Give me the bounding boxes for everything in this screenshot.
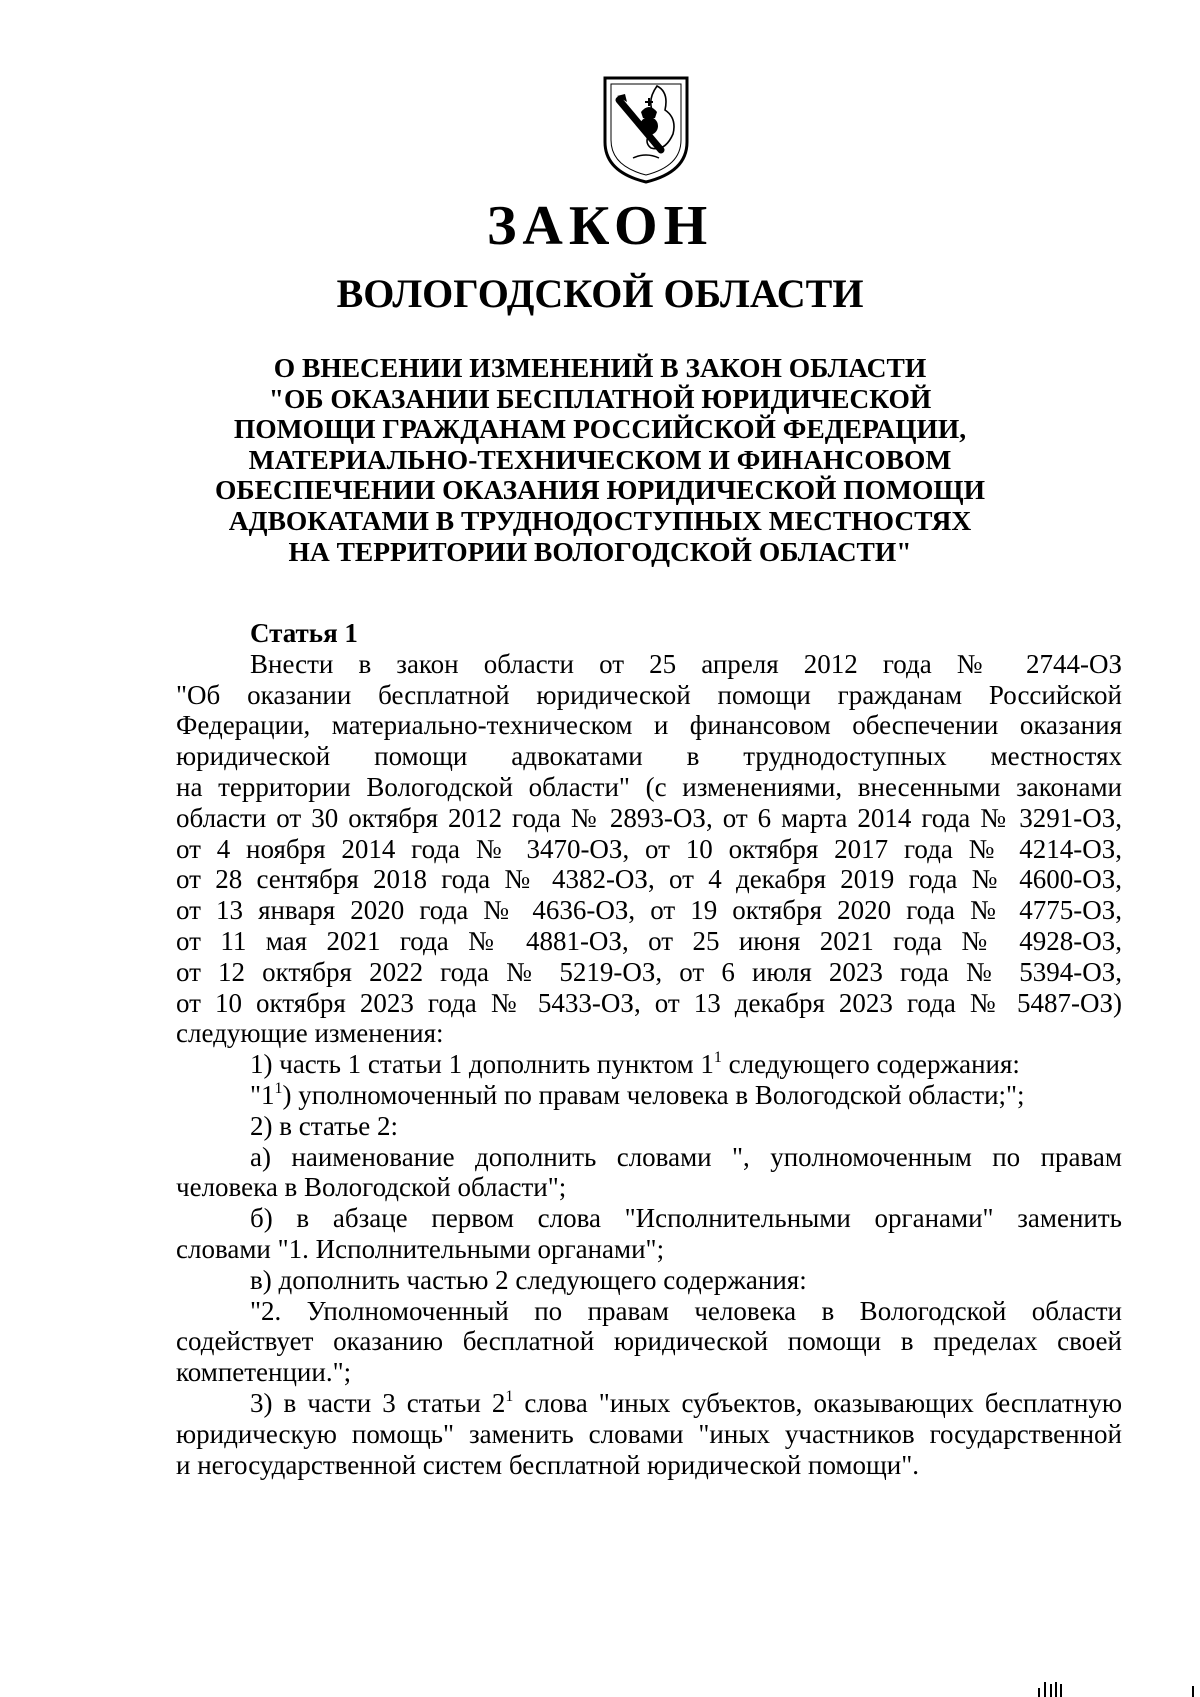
amendment-item-2c-quote-line: компетенции."; [176, 1357, 352, 1388]
intro-line: следующие изменения: [176, 1018, 444, 1049]
law-name-line: МАТЕРИАЛЬНО-ТЕХНИЧЕСКОМ И ФИНАНСОВОМ [248, 443, 952, 475]
scan-marks-decoration [1038, 1676, 1198, 1697]
amendment-item-1-quote [250, 1080, 1122, 1111]
superscript: 1 [274, 1079, 283, 1097]
amendment-item-3-line: юридическую помощь" заменить словами "иных участников государственной [176, 1418, 1122, 1449]
amendment-item-2c-quote-line: содействует оказанию бесплатной юридической помощи в пределах своей [176, 1326, 1122, 1357]
amendment-item-3-line: и негосударственной систем бесплатной юридической помощи". [176, 1449, 920, 1480]
law-name-line: "ОБ ОКАЗАНИИ БЕСПЛАТНОЙ ЮРИДИЧЕСКОЙ [268, 382, 932, 414]
item-text: 3) в части 3 статьи 2 [250, 1387, 506, 1418]
intro-line: от 13 января 2020 года № 4636-ОЗ, от 19 октября 2020 года № 4775-ОЗ, [176, 895, 1122, 926]
law-name-line: ПОМОЩИ ГРАЖДАНАМ РОССИЙСКОЙ ФЕДЕРАЦИИ, [233, 413, 967, 445]
intro-line: от 10 октября 2023 года № 5433-ОЗ, от 13 декабря 2023 года № 5487-ОЗ) [176, 987, 1122, 1018]
amendment-item-3 [250, 1388, 1122, 1419]
law-name-line: АДВОКАТАМИ В ТРУДНОДОСТУПНЫХ МЕСТНОСТЯХ [228, 504, 972, 536]
intro-line: Федерации, материально-техническом и финансовом обеспечении оказания [176, 710, 1122, 741]
intro-line: от 4 ноября 2014 года № 3470-ОЗ, от 10 октября 2017 года № 4214-ОЗ, [176, 833, 1122, 864]
intro-line: юридической помощи адвокатами в труднодоступных местностях [176, 741, 1122, 772]
amendment-item-2b-line: б) в абзаце первом слова "Исполнительными органами" заменить [250, 1203, 1122, 1234]
intro-line: от 28 сентября 2018 года № 4382-ОЗ, от 4 декабря 2019 года № 4600-ОЗ, [176, 864, 1122, 895]
intro-line: области от 30 октября 2012 года № 2893-ОЗ, от 6 марта 2014 года № 3291-ОЗ, [176, 802, 1122, 833]
intro-line: на территории Вологодской области" (с изменениями, внесенными законами [176, 771, 1122, 802]
document-subtitle: ВОЛОГОДСКОЙ ОБЛАСТИ [336, 271, 864, 316]
amendment-item-2a-line: а) наименование дополнить словами ", уполномоченным по правам [250, 1141, 1122, 1172]
item-text: 1) часть 1 статьи 1 дополнить пунктом 1 [250, 1049, 714, 1080]
law-name-line: ОБЕСПЕЧЕНИИ ОКАЗАНИЯ ЮРИДИЧЕСКОЙ ПОМОЩИ [215, 474, 985, 506]
quote-open: "1 [250, 1079, 275, 1110]
amendment-item-2: 2) в статье 2: [250, 1110, 398, 1141]
superscript: 1 [505, 1387, 514, 1405]
law-name-block [180, 353, 1020, 567]
article-heading: Статья 1 [250, 618, 358, 648]
amendment-item-2a-line: человека в Вологодской области"; [176, 1172, 567, 1203]
amendment-item-2b-line: словами "1. Исполнительными органами"; [176, 1233, 665, 1264]
amendment-item-2c-quote-line: "2. Уполномоченный по правам человека в Вологодской области [250, 1295, 1122, 1326]
vologda-coat-of-arms-emblem [603, 72, 689, 184]
item-text-tail: слова "иных субъектов, оказывающих бесплатную [513, 1387, 1122, 1418]
law-name-line: О ВНЕСЕНИИ ИЗМЕНЕНИЙ В ЗАКОН ОБЛАСТИ [273, 352, 927, 383]
article-body [176, 618, 1122, 1480]
document-title: ЗАКОН [486, 195, 714, 257]
amendment-item-1 [250, 1049, 1122, 1080]
quote-text: ) уполномоченный по правам человека в Вологодской области;"; [282, 1079, 1025, 1110]
item-text-tail: следующего содержания: [721, 1049, 1020, 1080]
amendment-item-2c: в) дополнить частью 2 следующего содержания: [250, 1264, 807, 1295]
superscript: 1 [713, 1049, 722, 1067]
law-name-line: НА ТЕРРИТОРИИ ВОЛОГОДСКОЙ ОБЛАСТИ" [288, 535, 912, 567]
intro-line: от 11 мая 2021 года № 4881-ОЗ, от 25 июня 2021 года № 4928-ОЗ, [176, 925, 1122, 956]
intro-line: от 12 октября 2022 года № 5219-ОЗ, от 6 июля 2023 года № 5394-ОЗ, [176, 956, 1122, 987]
intro-line: "Об оказании бесплатной юридической помощи гражданам Российской [176, 679, 1122, 710]
intro-line: Внести в закон области от 25 апреля 2012 года № 2744-ОЗ [250, 648, 1122, 679]
